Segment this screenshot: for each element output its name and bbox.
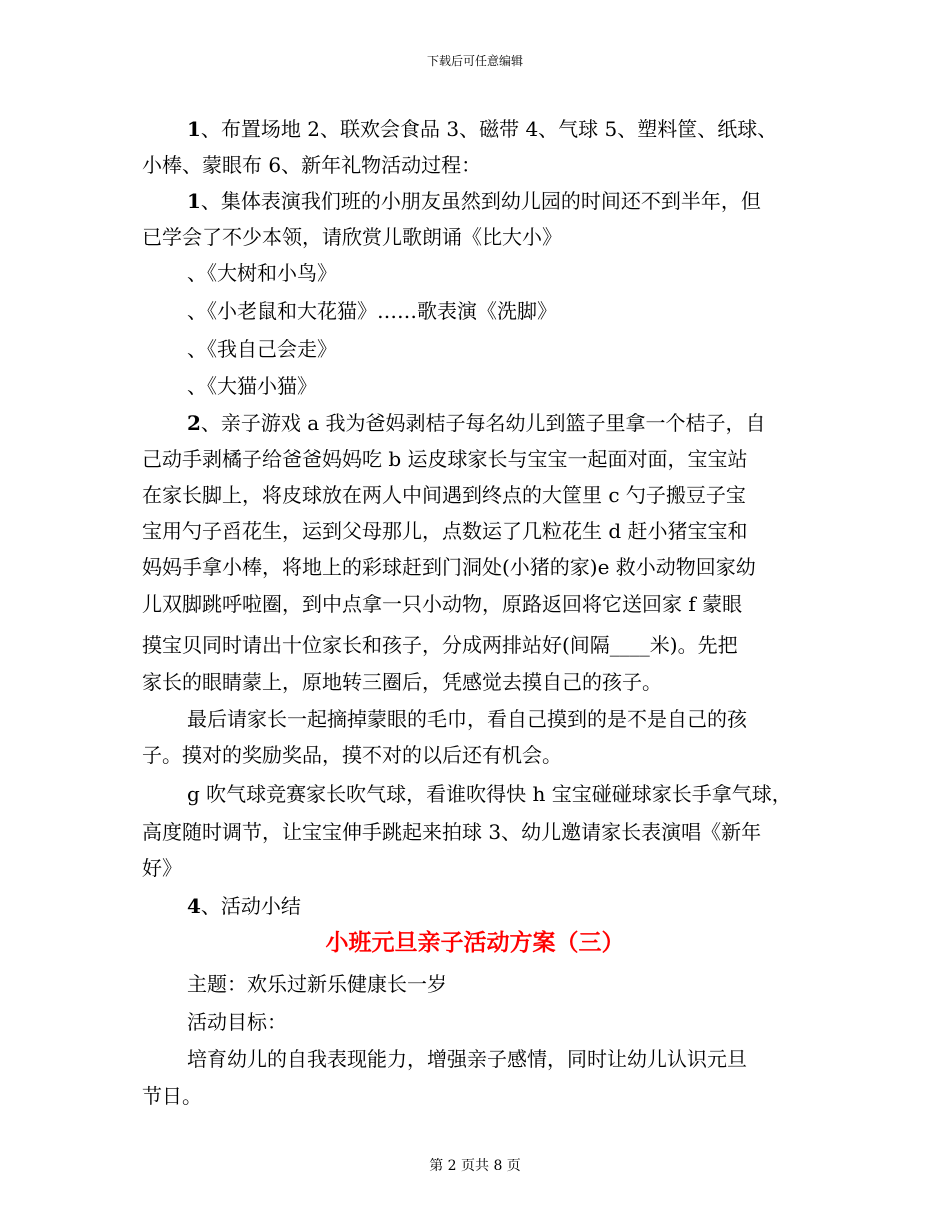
line-text: 高度随时调节，让宝宝伸手跳起来拍球 3、幼儿邀请家长表演唱《新年 [142, 820, 762, 844]
paragraph-line [187, 1010, 287, 1034]
line-text: 家长的眼睛蒙上，原地转三圈后，凭感觉去摸自己的孩子。 [142, 670, 662, 694]
paragraph-line [142, 856, 182, 880]
paragraph-line [187, 337, 337, 361]
paragraph-line [142, 483, 746, 507]
line-text: 摸宝贝同时请出十位家长和孩子，分成两排站好(间隔____米)。先把 [142, 633, 738, 657]
page-header: 下载后可任意编辑 [426, 54, 523, 68]
line-text: 培育幼儿的自我表现能力，增强亲子感情，同时让幼儿认识元旦 [187, 1047, 747, 1071]
line-text: 子。摸对的奖励奖品，摸不对的以后还有机会。 [142, 743, 562, 767]
line-text: 好》 [142, 856, 182, 880]
paragraph-line [187, 972, 447, 996]
paragraph-line [142, 592, 742, 616]
page-footer: 第 2 页共 8 页 [429, 1158, 521, 1174]
paragraph-line [187, 299, 557, 323]
paragraph-line [142, 743, 562, 767]
line-text: 、布置场地 2、联欢会食品 3、磁带 4、气球 5、塑料筐、纸球、 [200, 117, 778, 141]
paragraph-line [142, 555, 756, 579]
paragraph-line [187, 894, 301, 918]
line-text: 已学会了不少本领，请欣赏儿歌朗诵《比大小》 [142, 225, 562, 249]
paragraph-line [142, 519, 748, 543]
paragraph-line [187, 117, 777, 141]
paragraph-line [142, 447, 748, 471]
paragraph-line [142, 1084, 202, 1108]
line-text: 最后请家长一起摘掉蒙眼的毛巾，看自己摸到的是不是自己的孩 [187, 707, 747, 731]
paragraph-line [142, 153, 481, 177]
line-text: 妈妈手拿小棒，将地上的彩球赶到门洞处(小猪的家)e 救小动物回家幼 [142, 555, 756, 579]
list-number: 1 [187, 117, 201, 141]
line-text: 、《大树和小鸟》 [187, 261, 337, 285]
paragraph-line [142, 820, 761, 844]
line-text: 儿双脚跳呼啦圈，到中点拿一只小动物，原路返回将它送回家 f 蒙眼 [142, 592, 743, 616]
line-text: 节日。 [142, 1084, 202, 1108]
paragraph-line [187, 411, 766, 435]
line-text: 宝用勺子舀花生，运到父母那儿，点数运了几粒花生 d 赶小猪宝宝和 [142, 519, 748, 543]
line-text: 、《我自己会走》 [187, 337, 337, 361]
line-text: 小棒、蒙眼布 6、新年礼物活动过程： [142, 153, 482, 177]
line-text: 、《小老鼠和大花猫》……歌表演《洗脚》 [187, 299, 557, 323]
list-number: 4 [187, 894, 201, 918]
list-number: 2 [187, 411, 201, 435]
line-text: 、集体表演我们班的小朋友虽然到幼儿园的时间还不到半年，但 [200, 189, 761, 213]
line-text: 活动目标： [187, 1010, 287, 1034]
line-text: 在家长脚上，将皮球放在两人中间遇到终点的大筐里 c 勺子搬豆子宝 [142, 483, 746, 507]
paragraph-line [187, 1047, 747, 1071]
line-text: 、亲子游戏 a 我为爸妈剥桔子每名幼儿到篮子里拿一个桔子，自 [200, 411, 766, 435]
paragraph-line [187, 782, 792, 806]
paragraph-line [187, 189, 761, 213]
paragraph-line [142, 633, 738, 657]
line-text: 主题：欢乐过新乐健康长一岁 [187, 972, 447, 996]
list-number: 1 [187, 189, 201, 213]
line-text: 、《大猫小猫》 [187, 374, 317, 398]
paragraph-line [187, 707, 747, 731]
paragraph-line [187, 261, 337, 285]
line-text: 己动手剥橘子给爸爸妈妈吃 b 运皮球家长与宝宝一起面对面，宝宝站 [142, 447, 748, 471]
section-title: 小班元旦亲子活动方案（三） [325, 929, 625, 956]
paragraph-line [187, 374, 317, 398]
paragraph-line [142, 225, 562, 249]
paragraph-line [142, 670, 662, 694]
line-text: g 吹气球竞赛家长吹气球，看谁吹得快 h 宝宝碰碰球家长手拿气球， [187, 782, 792, 806]
line-text: 、活动小结 [200, 894, 301, 918]
